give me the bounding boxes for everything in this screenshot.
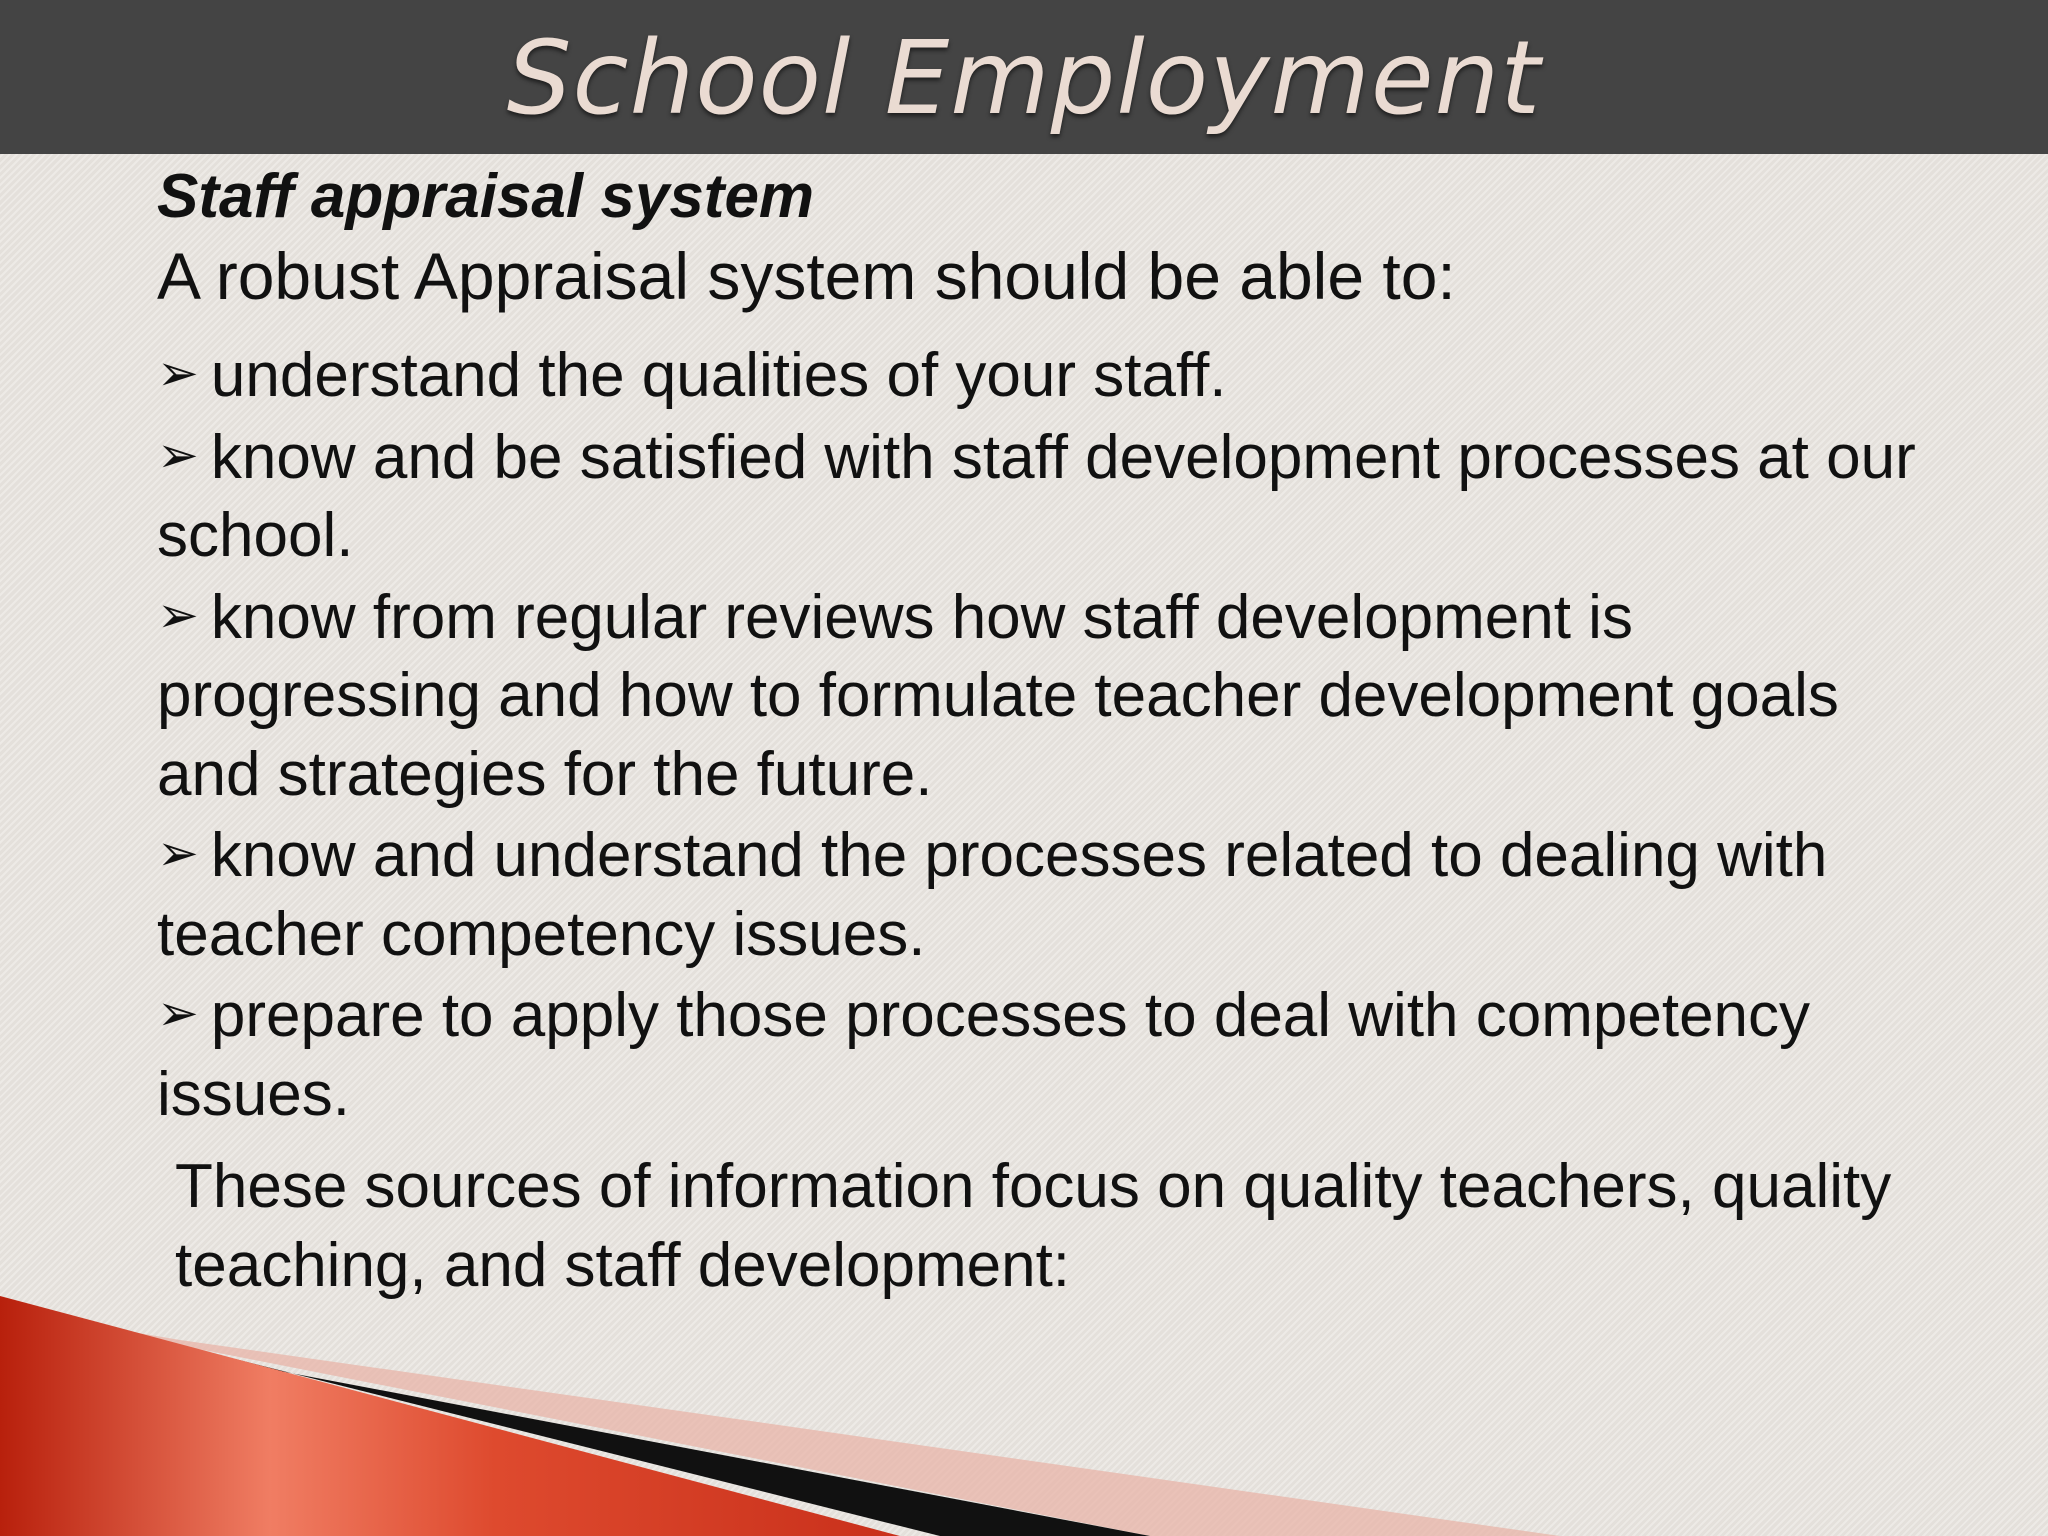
- bullet-text: understand the qualities of your staff.: [210, 341, 1227, 410]
- arrowhead-bullet-icon: ➢: [157, 425, 199, 484]
- bullet-text: know and be satisfied with staff development processes at our school.: [157, 422, 1916, 570]
- bullet-item: [157, 416, 1957, 576]
- arrowhead-bullet-icon: ➢: [157, 984, 199, 1042]
- slide-title: School Employment: [506, 19, 1542, 138]
- bullet-text: know from regular reviews how staff development is progressing and how to formulate teacher development goals and strategies for the future.: [157, 582, 1839, 809]
- bullet-item: [157, 814, 1957, 974]
- section-heading: Staff appraisal system: [157, 162, 815, 231]
- intro-text: A robust Appraisal system should be able to:: [157, 239, 1456, 313]
- bullet-text: know and understand the processes related to dealing with teacher competency issues.: [157, 821, 1828, 969]
- swoosh-red-band: [0, 1296, 900, 1536]
- arrowhead-bullet-icon: ➢: [157, 824, 199, 882]
- bullet-list: [157, 334, 1957, 1134]
- bullet-text: prepare to apply those processes to deal with competency issues.: [157, 981, 1811, 1129]
- closing-text: These sources of information focus on quality teachers, quality teaching, and staff development:: [175, 1152, 1892, 1300]
- bullet-item: [157, 576, 1957, 815]
- bullet-item: [157, 974, 1957, 1134]
- arrowhead-bullet-icon: ➢: [157, 585, 199, 644]
- bullet-item: [157, 334, 1957, 416]
- slide-content: [157, 154, 1957, 1305]
- arrowhead-bullet-icon: ➢: [157, 344, 199, 402]
